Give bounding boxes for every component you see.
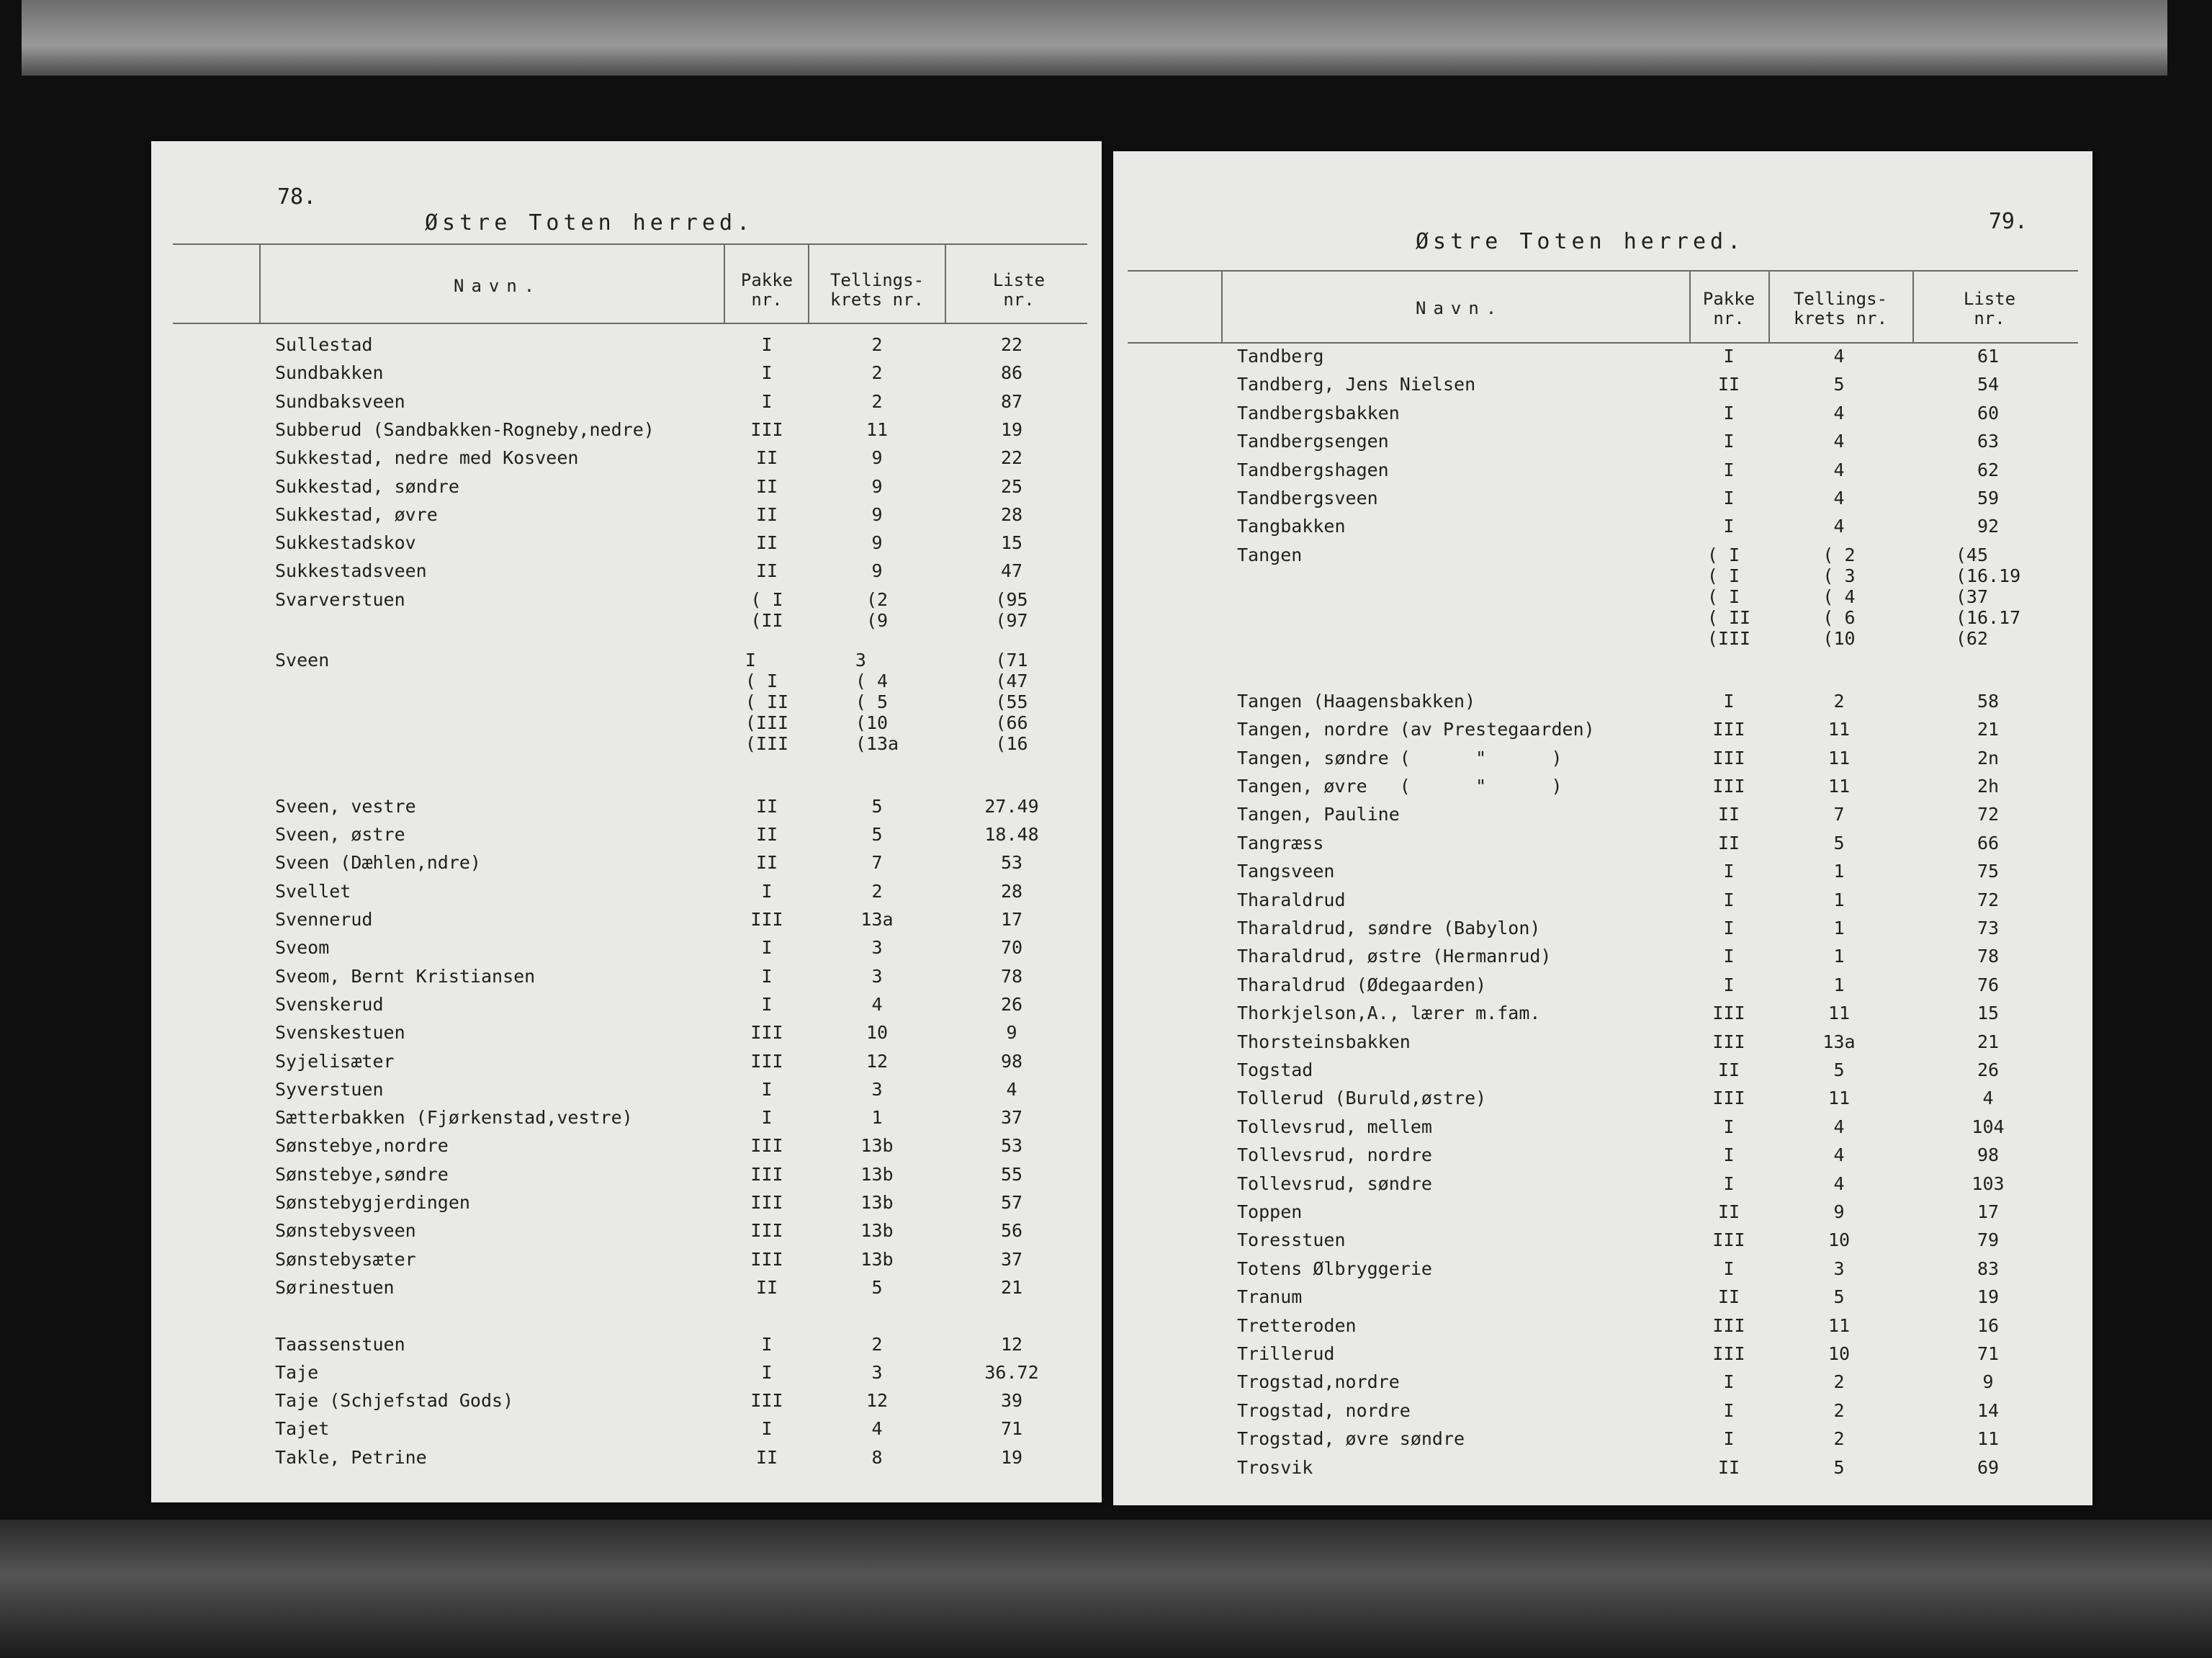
- row-krets: 3: [871, 1361, 883, 1383]
- row-pakke: III: [750, 1390, 783, 1412]
- row-navn: Trogstad, nordre: [1237, 1399, 1411, 1421]
- row-pakke: I: [761, 1418, 773, 1440]
- header-krets: Tellings- krets nr.: [830, 270, 925, 310]
- row-krets: 10: [1827, 1229, 1851, 1251]
- row-pakke: ( I (II: [750, 588, 783, 631]
- row-liste: (95 (97: [995, 588, 1028, 631]
- row-liste: 47: [1000, 560, 1023, 582]
- row-krets: 5: [871, 824, 883, 846]
- row-pakke: I: [1723, 1399, 1735, 1421]
- row-krets: 3: [871, 937, 883, 959]
- row-navn: Tharaldrud: [1237, 889, 1346, 910]
- row-pakke: I: [1723, 1258, 1735, 1279]
- header-pakke: Pakke nr.: [1702, 289, 1755, 328]
- row-pakke: III: [750, 909, 783, 930]
- row-navn: Svennerud: [275, 909, 373, 930]
- row-krets: 13a: [1822, 1031, 1856, 1052]
- row-pakke: III: [1712, 1229, 1745, 1251]
- page-number: 79.: [1988, 209, 2028, 234]
- row-krets: 8: [871, 1446, 883, 1468]
- row-navn: Trogstad, øvre søndre: [1237, 1428, 1465, 1450]
- row-navn: Tollevsrud, søndre: [1237, 1173, 1432, 1194]
- row-liste: 15: [1977, 1003, 2000, 1024]
- row-liste: 2n: [1977, 747, 2000, 768]
- row-liste: 17: [1000, 909, 1023, 930]
- row-liste: 55: [1000, 1163, 1023, 1185]
- row-navn: Tangen: [1237, 544, 1303, 565]
- row-krets: 4: [1833, 402, 1845, 424]
- row-navn: Sukkestadsveen: [275, 560, 427, 582]
- row-pakke: I: [1723, 1144, 1735, 1166]
- row-navn: Tangen, øvre ( " ): [1237, 776, 1563, 797]
- row-navn: Sveen: [275, 650, 330, 671]
- row-liste: 104: [1972, 1116, 2005, 1137]
- row-navn: Thorsteinsbakken: [1237, 1031, 1411, 1052]
- row-krets: 11: [1827, 1088, 1851, 1109]
- row-pakke: III: [750, 1192, 783, 1213]
- row-navn: Sullestad: [275, 334, 373, 355]
- row-pakke: I: [761, 1107, 773, 1129]
- row-krets: 10: [866, 1022, 889, 1044]
- row-krets: 4: [1833, 1173, 1845, 1194]
- row-liste: 87: [1000, 390, 1023, 412]
- row-navn: Tangen, nordre (av Prestegaarden): [1237, 719, 1595, 740]
- row-krets: 5: [871, 795, 883, 817]
- row-pakke: II: [1717, 1201, 1740, 1222]
- row-liste: 75: [1977, 861, 2000, 882]
- row-pakke: III: [750, 1050, 783, 1072]
- row-pakke: III: [1712, 1031, 1745, 1052]
- row-liste: 92: [1977, 516, 2000, 537]
- row-krets: 11: [1827, 1003, 1851, 1024]
- row-liste: 21: [1000, 1276, 1023, 1298]
- row-liste: 28: [1000, 880, 1023, 902]
- row-navn: Tharaldrud (Ødegaarden): [1237, 974, 1487, 995]
- row-liste: 73: [1977, 918, 2000, 938]
- row-navn: Svarverstuen: [275, 588, 405, 610]
- row-liste: 63: [1977, 431, 2000, 452]
- row-liste: 58: [1977, 690, 2000, 712]
- row-krets: ( 2 ( 3 ( 4 ( 6 (10: [1822, 544, 1856, 649]
- row-pakke: III: [1712, 1314, 1745, 1336]
- row-navn: Taje: [275, 1361, 319, 1383]
- row-krets: 5: [1833, 1286, 1845, 1308]
- row-liste: 62: [1977, 459, 2000, 480]
- row-krets: 4: [871, 1418, 883, 1440]
- row-navn: Toresstuen: [1237, 1229, 1346, 1251]
- row-navn: Tollerud (Buruld,østre): [1237, 1088, 1487, 1109]
- row-krets: 4: [871, 993, 883, 1015]
- row-navn: Syverstuen: [275, 1078, 384, 1100]
- row-navn: Taje (Schjefstad Gods): [275, 1390, 514, 1412]
- row-pakke: III: [750, 1135, 783, 1157]
- page-title: Østre Toten herred.: [1416, 229, 1745, 254]
- row-navn: Sundbaksveen: [275, 390, 405, 412]
- row-krets: 9: [871, 532, 883, 554]
- row-liste: 66: [1977, 832, 2000, 853]
- row-pakke: II: [1717, 374, 1740, 395]
- row-liste: 21: [1977, 719, 2000, 740]
- row-krets: 5: [1833, 1059, 1845, 1080]
- row-krets: 9: [871, 560, 883, 582]
- row-pakke: II: [1717, 1286, 1740, 1308]
- row-pakke: I: [761, 993, 773, 1015]
- row-pakke: III: [750, 1163, 783, 1185]
- row-pakke: I: [1723, 946, 1735, 967]
- row-pakke: III: [750, 1248, 783, 1270]
- row-liste: 9: [1006, 1022, 1017, 1044]
- left-page: [151, 141, 1102, 1502]
- row-pakke: I: [1723, 918, 1735, 938]
- row-liste: 18.48: [984, 824, 1039, 846]
- row-pakke: III: [1712, 1343, 1745, 1364]
- row-navn: Subberud (Sandbakken-Rogneby,nedre): [275, 418, 655, 440]
- row-liste: 22: [1000, 447, 1023, 469]
- row-krets: 13b: [860, 1248, 894, 1270]
- row-krets: 3: [1833, 1258, 1845, 1279]
- row-pakke: I: [1723, 1371, 1735, 1393]
- row-krets: 2: [871, 334, 883, 355]
- row-pakke: I: [1723, 488, 1735, 508]
- row-liste: 53: [1000, 852, 1023, 874]
- header-krets: Tellings- krets nr.: [1793, 289, 1888, 328]
- row-krets: 1: [1833, 889, 1845, 910]
- row-liste: 69: [1977, 1456, 2000, 1478]
- row-pakke: III: [750, 1220, 783, 1242]
- row-liste: 19: [1000, 418, 1023, 440]
- row-pakke: II: [755, 532, 778, 554]
- header-liste: Liste nr.: [1963, 289, 2016, 328]
- row-pakke: II: [755, 824, 778, 846]
- row-pakke: II: [755, 560, 778, 582]
- row-krets: 3: [871, 965, 883, 987]
- row-krets: 2: [871, 880, 883, 902]
- row-liste: 57: [1000, 1192, 1023, 1213]
- row-pakke: I: [761, 1361, 773, 1383]
- row-krets: 11: [1827, 719, 1851, 740]
- row-pakke: I: [1723, 974, 1735, 995]
- row-liste: 59: [1977, 488, 2000, 508]
- row-navn: Sveen, østre: [275, 824, 405, 846]
- row-pakke: I ( I ( II (III (III: [745, 650, 789, 755]
- row-liste: 71: [1977, 1343, 2000, 1364]
- row-pakke: III: [1712, 747, 1745, 768]
- row-liste: 36.72: [984, 1361, 1039, 1383]
- row-liste: 79: [1977, 1229, 2000, 1251]
- row-liste: 78: [1977, 946, 2000, 967]
- row-krets: 4: [1833, 1144, 1845, 1166]
- row-krets: 4: [1833, 1116, 1845, 1137]
- row-navn: Sukkestad, nedre med Kosveen: [275, 447, 579, 469]
- row-navn: Sukkestadskov: [275, 532, 416, 554]
- row-navn: Taassenstuen: [275, 1333, 405, 1355]
- row-navn: Tangræss: [1237, 832, 1324, 853]
- row-liste: 22: [1000, 334, 1023, 355]
- row-pakke: ( I ( I ( I ( II (III: [1707, 544, 1751, 649]
- row-krets: 4: [1833, 431, 1845, 452]
- row-krets: 2: [1833, 1428, 1845, 1450]
- row-krets: 13b: [860, 1220, 894, 1242]
- row-liste: 9: [1982, 1371, 1994, 1393]
- row-pakke: I: [1723, 431, 1735, 452]
- row-pakke: I: [1723, 1173, 1735, 1194]
- row-pakke: II: [1717, 804, 1740, 825]
- header-navn: Navn.: [1416, 298, 1504, 318]
- row-krets: 11: [1827, 776, 1851, 797]
- row-krets: 12: [866, 1390, 889, 1412]
- row-krets: 9: [871, 503, 883, 525]
- row-krets: 9: [871, 475, 883, 497]
- row-navn: Tangbakken: [1237, 516, 1346, 537]
- row-pakke: III: [1712, 1088, 1745, 1109]
- row-krets: 1: [871, 1107, 883, 1129]
- row-liste: 54: [1977, 374, 2000, 395]
- row-pakke: II: [755, 503, 778, 525]
- row-navn: Sønstebysæter: [275, 1248, 416, 1270]
- row-liste: 12: [1000, 1333, 1023, 1355]
- row-pakke: I: [761, 1333, 773, 1355]
- row-navn: Trillerud: [1237, 1343, 1335, 1364]
- row-pakke: I: [1723, 690, 1735, 712]
- row-liste: 11: [1977, 1428, 2000, 1450]
- row-liste: 98: [1977, 1144, 2000, 1166]
- row-pakke: I: [1723, 346, 1735, 367]
- row-pakke: II: [755, 475, 778, 497]
- row-pakke: III: [1712, 1003, 1745, 1024]
- row-navn: Sønstebysveen: [275, 1220, 416, 1242]
- row-liste: 39: [1000, 1390, 1023, 1412]
- row-liste: 37: [1000, 1107, 1023, 1129]
- row-krets: 4: [1833, 346, 1845, 367]
- row-krets: 10: [1827, 1343, 1851, 1364]
- row-liste: 4: [1006, 1078, 1017, 1100]
- row-navn: Tangsveen: [1237, 861, 1335, 882]
- register-list: [151, 141, 1102, 1502]
- row-pakke: I: [1723, 459, 1735, 480]
- row-liste: 19: [1000, 1446, 1023, 1468]
- top-scan-border: [22, 0, 2167, 76]
- row-krets: 7: [871, 852, 883, 874]
- row-krets: 9: [1833, 1201, 1845, 1222]
- row-navn: Tollevsrud, mellem: [1237, 1116, 1432, 1137]
- page-number: 78.: [277, 184, 317, 210]
- row-liste: 83: [1977, 1258, 2000, 1279]
- row-navn: Tandbergshagen: [1237, 459, 1389, 480]
- row-pakke: III: [1712, 776, 1745, 797]
- page-title: Østre Toten herred.: [425, 210, 755, 236]
- row-krets: 5: [1833, 1456, 1845, 1478]
- row-krets: 13a: [860, 909, 894, 930]
- row-krets: 2: [871, 390, 883, 412]
- row-krets: 5: [871, 1276, 883, 1298]
- row-liste: 16: [1977, 1314, 2000, 1336]
- row-navn: Sønstebye,søndre: [275, 1163, 449, 1185]
- row-pakke: II: [1717, 1456, 1740, 1478]
- row-krets: (2 (9: [866, 588, 889, 631]
- row-krets: 2: [1833, 1371, 1845, 1393]
- row-pakke: II: [755, 1276, 778, 1298]
- row-navn: Tretteroden: [1237, 1314, 1357, 1336]
- row-navn: Tangen (Haagensbakken): [1237, 690, 1476, 712]
- header-liste: Liste nr.: [992, 270, 1046, 310]
- row-navn: Sørinestuen: [275, 1276, 395, 1298]
- row-pakke: III: [750, 1022, 783, 1044]
- row-liste: 86: [1000, 362, 1023, 384]
- row-krets: 11: [866, 418, 889, 440]
- row-navn: Thorkjelson,A., lærer m.fam.: [1237, 1003, 1541, 1024]
- row-krets: 2: [1833, 1399, 1845, 1421]
- row-krets: 1: [1833, 861, 1845, 882]
- row-navn: Sveen (Dæhlen,ndre): [275, 852, 481, 874]
- row-liste: 60: [1977, 402, 2000, 424]
- row-krets: 13b: [860, 1163, 894, 1185]
- row-pakke: II: [1717, 832, 1740, 853]
- row-krets: 4: [1833, 459, 1845, 480]
- row-navn: Tharaldrud, søndre (Babylon): [1237, 918, 1541, 938]
- row-navn: Tandbergsbakken: [1237, 402, 1400, 424]
- row-pakke: II: [1717, 1059, 1740, 1080]
- row-liste: 72: [1977, 804, 2000, 825]
- row-navn: Takle, Petrine: [275, 1446, 427, 1468]
- row-navn: Sukkestad, søndre: [275, 475, 459, 497]
- row-pakke: I: [1723, 1428, 1735, 1450]
- row-krets: 3 ( 4 ( 5 (10 (13a: [855, 650, 899, 755]
- row-navn: Tandberg, Jens Nielsen: [1237, 374, 1476, 395]
- row-liste: (71 (47 (55 (66 (16: [995, 650, 1028, 755]
- row-pakke: I: [761, 362, 773, 384]
- row-navn: Sønstebygjerdingen: [275, 1192, 470, 1213]
- row-krets: 4: [1833, 488, 1845, 508]
- row-pakke: I: [761, 937, 773, 959]
- row-navn: Tharaldrud, østre (Hermanrud): [1237, 946, 1552, 967]
- row-liste: 4: [1982, 1088, 1994, 1109]
- row-navn: Sønstebye,nordre: [275, 1135, 449, 1157]
- row-navn: Sundbakken: [275, 362, 384, 384]
- row-navn: Sukkestad, øvre: [275, 503, 438, 525]
- bottom-scan-border: [0, 1520, 2212, 1658]
- row-liste: 27.49: [984, 795, 1039, 817]
- row-liste: 26: [1977, 1059, 2000, 1080]
- row-liste: 61: [1977, 346, 2000, 367]
- row-krets: 2: [871, 1333, 883, 1355]
- row-pakke: I: [761, 334, 773, 355]
- row-liste: 2h: [1977, 776, 2000, 797]
- row-navn: Svenskestuen: [275, 1022, 405, 1044]
- row-navn: Toppen: [1237, 1201, 1303, 1222]
- row-krets: 5: [1833, 832, 1845, 853]
- row-liste: 103: [1972, 1173, 2005, 1194]
- row-krets: 5: [1833, 374, 1845, 395]
- row-pakke: III: [750, 418, 783, 440]
- row-navn: Tangen, Pauline: [1237, 804, 1400, 825]
- row-pakke: I: [1723, 861, 1735, 882]
- row-navn: Tranum: [1237, 1286, 1303, 1308]
- row-navn: Syjelisæter: [275, 1050, 395, 1072]
- register-list: [1113, 151, 2092, 1505]
- row-pakke: II: [755, 1446, 778, 1468]
- row-liste: 71: [1000, 1418, 1023, 1440]
- right-page: [1113, 151, 2092, 1505]
- row-liste: 14: [1977, 1399, 2000, 1421]
- row-liste: 15: [1000, 532, 1023, 554]
- row-krets: 2: [1833, 690, 1845, 712]
- row-liste: 72: [1977, 889, 2000, 910]
- row-krets: 3: [871, 1078, 883, 1100]
- row-liste: 98: [1000, 1050, 1023, 1072]
- row-krets: 2: [871, 362, 883, 384]
- row-navn: Tollevsrud, nordre: [1237, 1144, 1432, 1166]
- row-navn: Sveom, Bernt Kristiansen: [275, 965, 536, 987]
- row-navn: Tangen, søndre ( " ): [1237, 747, 1563, 768]
- row-pakke: II: [755, 447, 778, 469]
- row-pakke: I: [1723, 402, 1735, 424]
- row-krets: 9: [871, 447, 883, 469]
- row-navn: Svellet: [275, 880, 351, 902]
- row-liste: 76: [1977, 974, 2000, 995]
- row-krets: 7: [1833, 804, 1845, 825]
- row-navn: Sætterbakken (Fjørkenstad,vestre): [275, 1107, 633, 1129]
- row-liste: 26: [1000, 993, 1023, 1015]
- row-navn: Togstad: [1237, 1059, 1313, 1080]
- row-pakke: II: [755, 852, 778, 874]
- row-navn: Svenskerud: [275, 993, 384, 1015]
- row-navn: Tandbergsveen: [1237, 488, 1378, 508]
- row-liste: 17: [1977, 1201, 2000, 1222]
- row-navn: Totens Ølbryggerie: [1237, 1258, 1432, 1279]
- row-liste: 25: [1000, 475, 1023, 497]
- row-liste: 56: [1000, 1220, 1023, 1242]
- row-navn: Tandberg: [1237, 346, 1324, 367]
- row-liste: 53: [1000, 1135, 1023, 1157]
- row-pakke: I: [1723, 889, 1735, 910]
- row-liste: (45 (16.19 (37 (16.17 (62: [1955, 544, 2021, 649]
- row-navn: Sveen, vestre: [275, 795, 416, 817]
- row-pakke: III: [1712, 719, 1745, 740]
- row-krets: 13b: [860, 1192, 894, 1213]
- row-pakke: I: [761, 880, 773, 902]
- row-navn: Trosvik: [1237, 1456, 1313, 1478]
- row-pakke: I: [1723, 516, 1735, 537]
- header-pakke: Pakke nr.: [740, 270, 793, 310]
- row-krets: 11: [1827, 747, 1851, 768]
- row-krets: 1: [1833, 946, 1845, 967]
- row-pakke: I: [761, 965, 773, 987]
- row-navn: Tajet: [275, 1418, 330, 1440]
- row-pakke: I: [1723, 1116, 1735, 1137]
- row-liste: 70: [1000, 937, 1023, 959]
- row-krets: 11: [1827, 1314, 1851, 1336]
- row-liste: 78: [1000, 965, 1023, 987]
- row-krets: 1: [1833, 974, 1845, 995]
- row-liste: 19: [1977, 1286, 2000, 1308]
- row-navn: Trogstad,nordre: [1237, 1371, 1400, 1393]
- row-krets: 13b: [860, 1135, 894, 1157]
- row-pakke: I: [761, 1078, 773, 1100]
- row-liste: 28: [1000, 503, 1023, 525]
- row-pakke: II: [755, 795, 778, 817]
- row-krets: 4: [1833, 516, 1845, 537]
- row-pakke: I: [761, 390, 773, 412]
- header-navn: Navn.: [454, 276, 542, 296]
- row-navn: Sveom: [275, 937, 330, 959]
- row-krets: 12: [866, 1050, 889, 1072]
- row-liste: 21: [1977, 1031, 2000, 1052]
- row-krets: 1: [1833, 918, 1845, 938]
- row-navn: Tandbergsengen: [1237, 431, 1389, 452]
- row-liste: 37: [1000, 1248, 1023, 1270]
